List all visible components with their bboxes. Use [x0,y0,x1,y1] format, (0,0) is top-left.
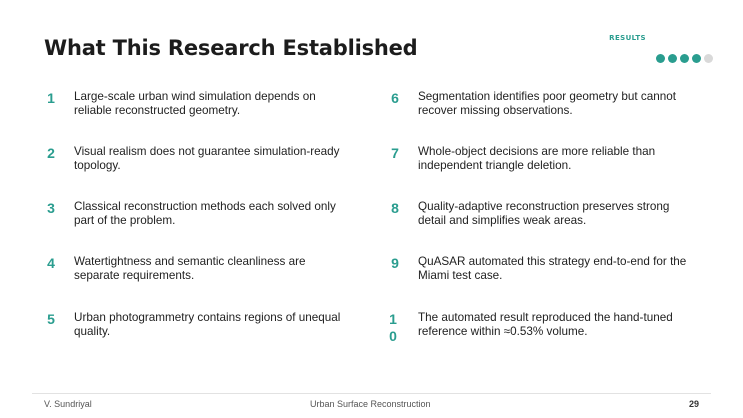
item-text: Urban photogrammetry contains regions of unequal quality. [74,311,341,338]
section-label: RESULTS [609,34,646,42]
item-text: Classical reconstruction methods each solved only part of the problem. [74,200,336,227]
progress-dot [680,54,689,63]
footer-page-number: 29 [688,399,699,409]
progress-dots [656,54,713,63]
item-text: Watertightness and semantic cleanliness are separate requirements. [74,255,306,282]
item-number: 3 [47,200,55,216]
footer-divider [32,393,711,394]
item-text: Visual realism does not guarantee simulation-ready topology. [74,145,340,172]
item-number: 2 [47,145,55,161]
item-number: 7 [391,145,399,161]
item-text: QuASAR automated this strategy end-to-end for the Miami test case. [418,255,687,282]
item-text: Whole-object decisions are more reliable than independent triangle deletion. [418,145,656,172]
progress-dot [656,54,665,63]
item-text: Quality-adaptive reconstruction preserves strong detail and simplifies weak areas. [418,200,670,227]
item-number: 8 [391,200,399,216]
footer-author: V. Sundriyal [44,399,92,409]
progress-dot [692,54,701,63]
item-text: The automated result reproduced the hand-tuned reference within ≈0.53% volume. [418,311,673,338]
item-text: Segmentation identifies poor geometry but cannot recover missing observations. [418,90,676,117]
slide-title: What This Research Established [44,36,418,60]
item-number: 1 [47,90,55,106]
item-number: 9 [391,255,399,271]
footer-deck-title: Urban Surface Reconstruction [310,399,431,409]
item-number: 5 [47,311,55,327]
progress-dot [704,54,713,63]
item-number: 6 [391,90,399,106]
progress-dot [668,54,677,63]
item-text: Large-scale urban wind simulation depends on reliable reconstructed geometry. [74,90,316,117]
item-number: 10 [389,311,397,344]
item-number: 4 [47,255,55,271]
